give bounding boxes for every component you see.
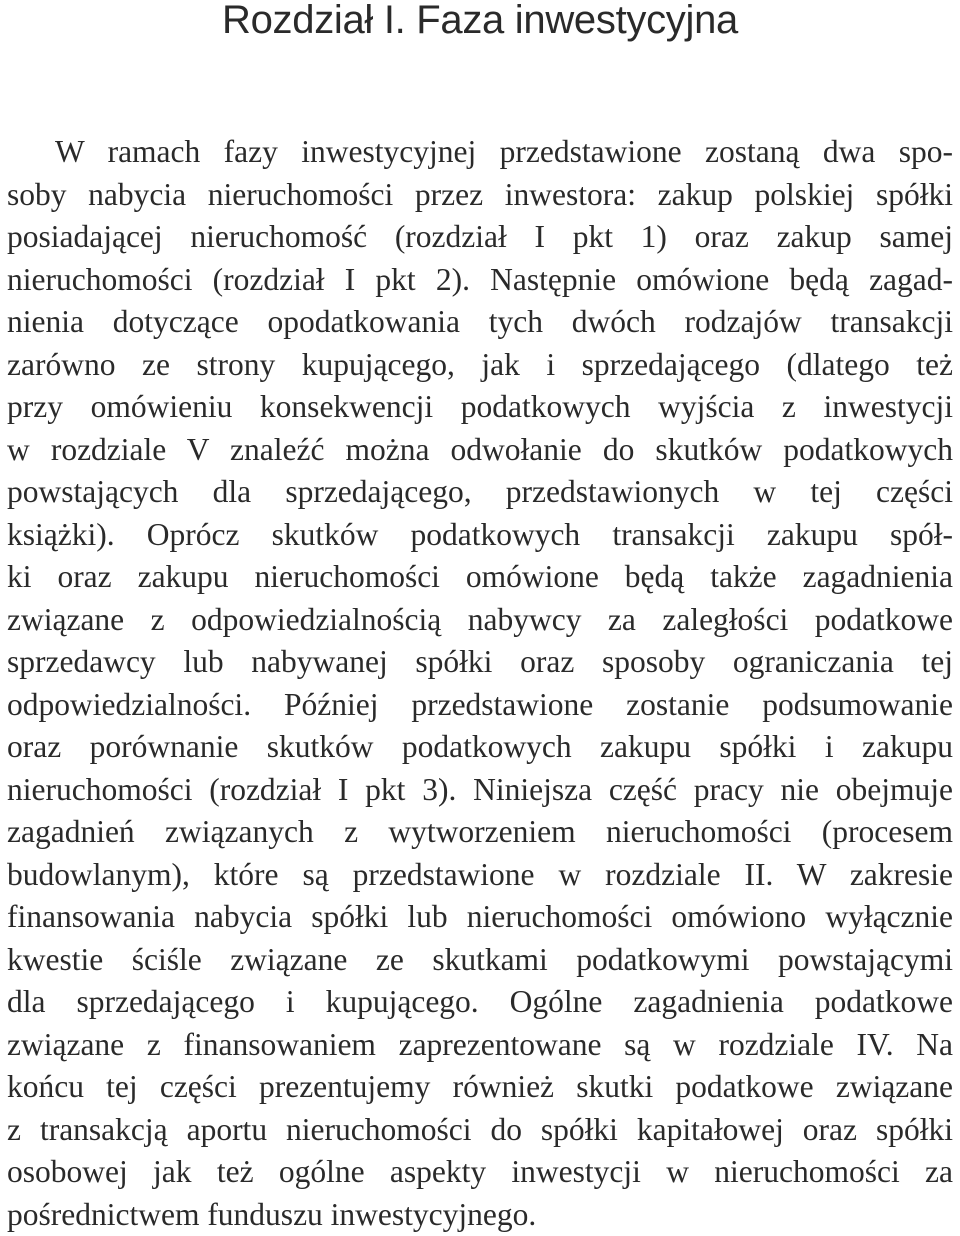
paragraph-line: nieruchomości (rozdział I pkt 3). Niniejsza część pracy nie obejmuje — [7, 769, 953, 812]
paragraph-line: książki). Oprócz skutków podatkowych transakcji zakupu spół- — [7, 514, 953, 557]
body-paragraph — [7, 131, 953, 1236]
paragraph-line: oraz porównanie skutków podatkowych zakupu spółki i zakupu — [7, 726, 953, 769]
paragraph-line: odpowiedzialności. Później przedstawione zostanie podsumowanie — [7, 684, 953, 727]
paragraph-line: z transakcją aportu nieruchomości do spółki kapitałowej oraz spółki — [7, 1109, 953, 1152]
paragraph-line: zarówno ze strony kupującego, jak i sprzedającego (dlatego też — [7, 344, 953, 387]
paragraph-line: nieruchomości (rozdział I pkt 2). Następnie omówione będą zagad- — [7, 259, 953, 302]
paragraph-line: finansowania nabycia spółki lub nieruchomości omówiono wyłącznie — [7, 896, 953, 939]
paragraph-line: soby nabycia nieruchomości przez inwestora: zakup polskiej spółki — [7, 174, 953, 217]
paragraph-line: przy omówieniu konsekwencji podatkowych wyjścia z inwestycji — [7, 386, 953, 429]
paragraph-line: kwestie ściśle związane ze skutkami podatkowymi powstającymi — [7, 939, 953, 982]
paragraph-line: związane z finansowaniem zaprezentowane są w rozdziale IV. Na — [7, 1024, 953, 1067]
paragraph-line: posiadającej nieruchomość (rozdział I pkt 1) oraz zakup samej — [7, 216, 953, 259]
paragraph-line: ki oraz zakupu nieruchomości omówione będą także zagadnienia — [7, 556, 953, 599]
paragraph-line: powstających dla sprzedającego, przedstawionych w tej części — [7, 471, 953, 514]
paragraph-line: osobowej jak też ogólne aspekty inwestycji w nieruchomości za — [7, 1151, 953, 1194]
paragraph-line: związane z odpowiedzialnością nabywcy za zaległości podatkowe — [7, 599, 953, 642]
paragraph-line: W ramach fazy inwestycyjnej przedstawione zostaną dwa spo- — [7, 131, 953, 174]
paragraph-line: w rozdziale V znaleźć można odwołanie do skutków podatkowych — [7, 429, 953, 472]
paragraph-line: końcu tej części prezentujemy również skutki podatkowe związane — [7, 1066, 953, 1109]
paragraph-line: budowlanym), które są przedstawione w rozdziale II. W zakresie — [7, 854, 953, 897]
paragraph-line: pośrednictwem funduszu inwestycyjnego. — [7, 1194, 953, 1236]
paragraph-line: nienia dotyczące opodatkowania tych dwóch rodzajów transakcji — [7, 301, 953, 344]
paragraph-line: zagadnień związanych z wytworzeniem nieruchomości (procesem — [7, 811, 953, 854]
paragraph-line: dla sprzedającego i kupującego. Ogólne zagadnienia podatkowe — [7, 981, 953, 1024]
paragraph-line: sprzedawcy lub nabywanej spółki oraz sposoby ograniczania tej — [7, 641, 953, 684]
chapter-title: Rozdział I. Faza inwestycyjna — [0, 0, 960, 46]
